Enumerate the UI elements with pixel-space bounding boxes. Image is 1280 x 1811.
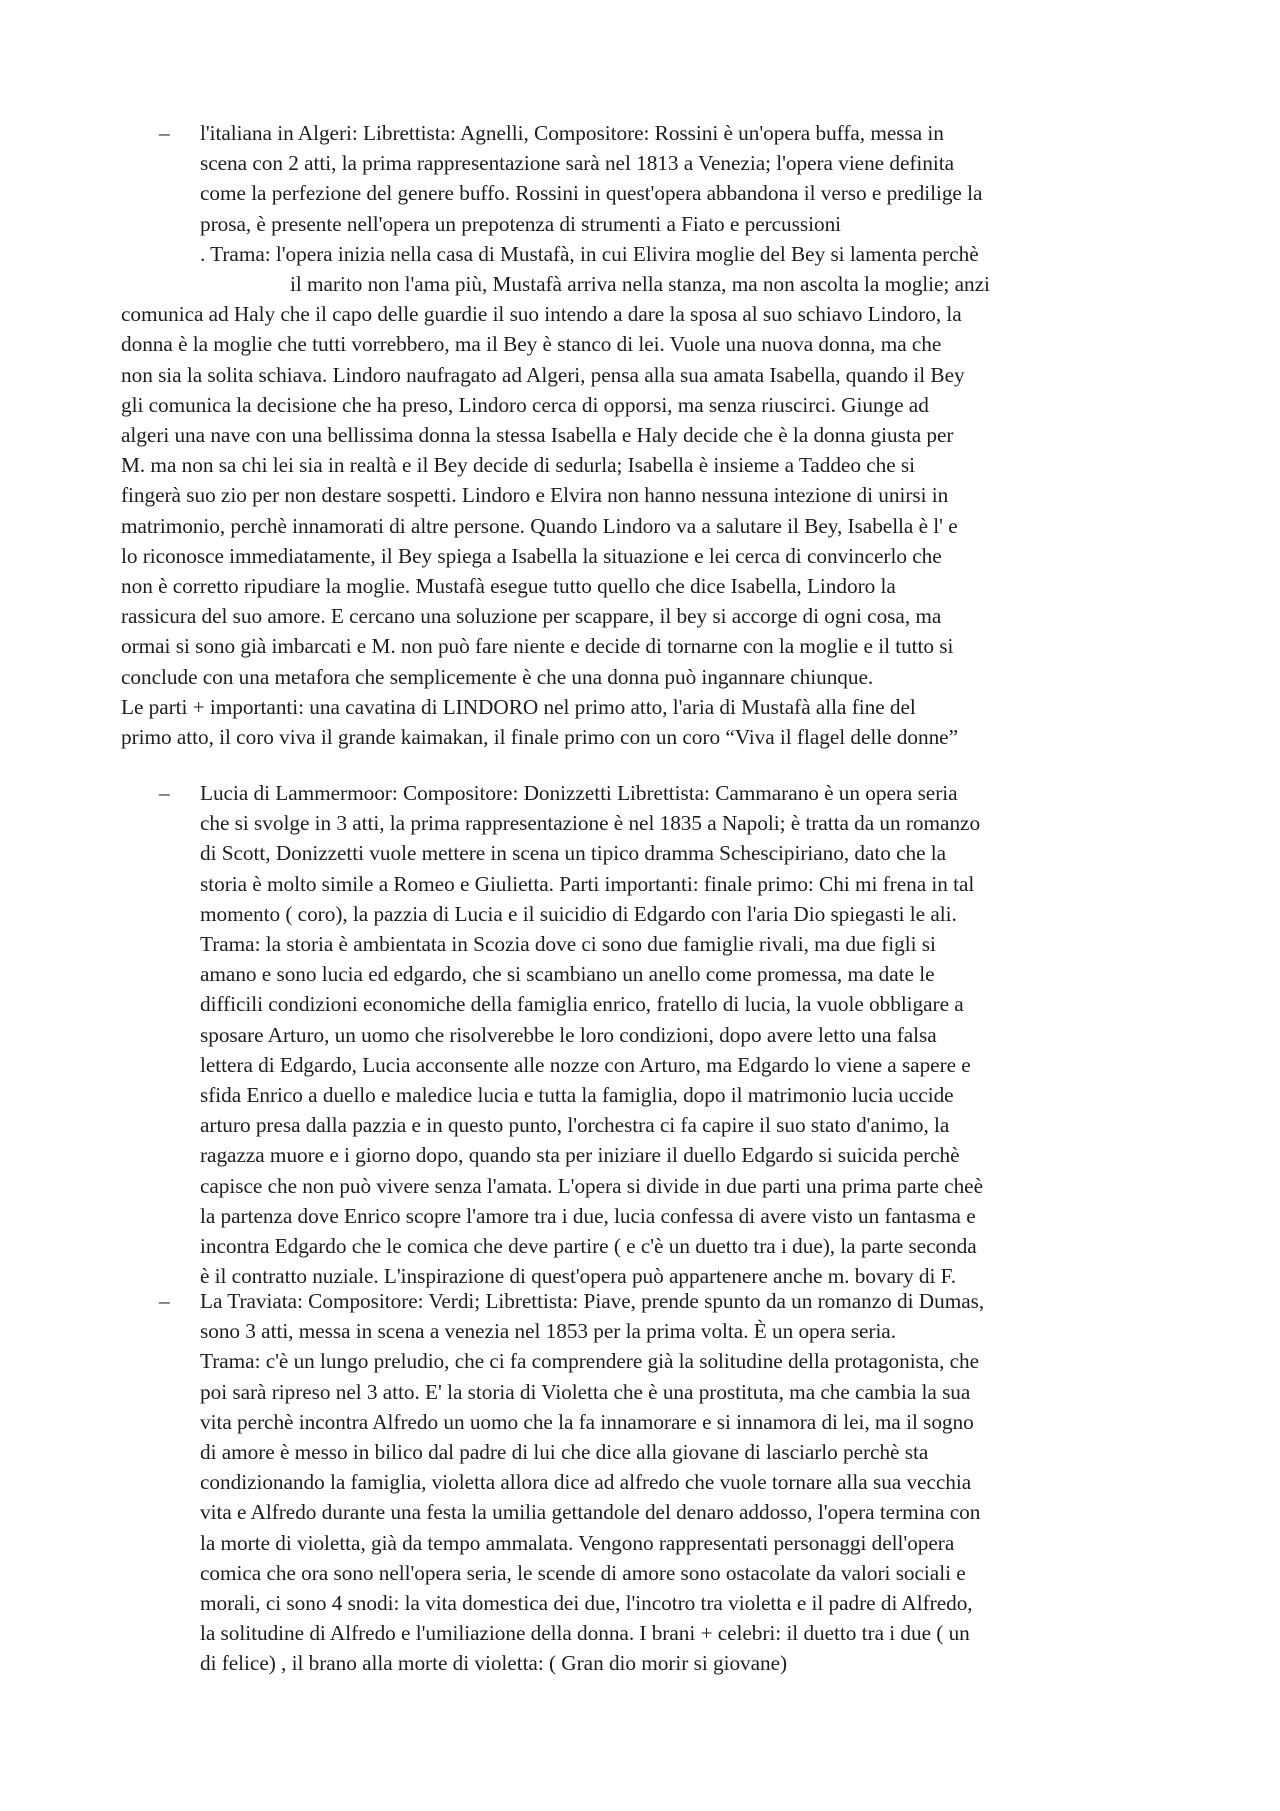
text-line: La Traviata: Compositore: Verdi; Librettista: Piave, prende spunto da un romanzo di Dumas, [200,1289,985,1313]
text-line: l'italiana in Algeri: Librettista: Agnelli, Compositore: Rossini è un'opera buffa, messa in [200,121,944,145]
text-line: Trama: c'è un lungo preludio, che ci fa comprendere già la solitudine della protagonista, che [200,1349,980,1374]
text-line: comica che ora sono nell'opera seria, le scende di amore sono ostacolate da valori sociali e [200,1560,966,1585]
text-line: algeri una nave con una bellissima donna la stessa Isabella e Haly decide che è la donna giusta per [121,423,954,448]
text-line: momento ( coro), la pazzia di Lucia e il suicidio di Edgardo con l'aria Dio spiegasti le ali. [200,901,957,926]
text-line: storia è molto simile a Romeo e Giulietta. Parti importanti: finale primo: Chi mi frena in tal [200,871,975,896]
text-line: rassicura del suo amore. E cercano una soluzione per scappare, il bey si accorge di ogni cosa, ma [121,604,942,629]
text-line: condizionando la famiglia, violetta allora dice ad alfredo che vuole tornare alla sua vecchia [200,1470,972,1495]
text-line: incontra Edgardo che le comica che deve partire ( e c'è un duetto tra i due), la parte seconda [200,1234,977,1259]
text-line: sposare Arturo, un uomo che risolverebbe le loro condizioni, dopo avere letto una falsa [200,1022,937,1047]
text-line: di felice) , il brano alla morte di violetta: ( Gran dio morir si giovane) [200,1651,788,1676]
text-line: primo atto, il coro viva il grande kaimakan, il finale primo con un coro “Viva il flagel delle donne” [121,725,958,750]
text-line: poi sarà ripreso nel 3 atto. E' la storia di Violetta che è una prostituta, ma che cambia la sua [200,1379,971,1404]
text-line: Lucia di Lammermoor: Compositore: Donizzetti Librettista: Cammarano è un opera seria [200,781,958,805]
text-line: scena con 2 atti, la prima rappresentazione sarà nel 1813 a Venezia; l'opera viene definita [200,151,955,176]
text-line: . Trama: l'opera inizia nella casa di Mustafà, in cui Elivira moglie del Bey si lamenta perchè [200,241,979,266]
text-line: il marito non l'ama più, Mustafà arriva nella stanza, ma non ascolta la moglie; anzi [290,272,990,297]
text-line: la morte di violetta, già da tempo ammalata. Vengono rappresentati personaggi dell'opera [200,1530,955,1555]
text-line: sono 3 atti, messa in scena a venezia nel 1853 per la prima volta. È un opera seria. [200,1319,896,1344]
text-line: non è corretto ripudiare la moglie. Mustafà esegue tutto quello che dice Isabella, Lindoro la [121,574,896,599]
text-line: ormai si sono già imbarcati e M. non può fare niente e decide di tornarne con la moglie e il tutto si [121,634,954,659]
text-line: matrimonio, perchè innamorati di altre persone. Quando Lindoro va a salutare il Bey, Isabella è l' e [121,513,958,538]
list-item-italiana-in-algeri [121,118,1160,752]
text-line: la solitudine di Alfredo e l'umiliazione della donna. I brani + celebri: il duetto tra i due ( un [200,1621,970,1646]
text-line: sfida Enrico a duello e maledice lucia e tutta la famiglia, dopo il matrimonio lucia uccide [200,1083,954,1108]
text-line: amano e sono lucia ed edgardo, che si scambiano un anello come promessa, ma date le [200,962,935,987]
text-line: non sia la solita schiava. Lindoro naufragato ad Algeri, pensa alla sua amata Isabella, quando il Bey [121,362,965,387]
list-item-la-traviata [159,1286,1160,1679]
bullet-dash: – [159,781,170,805]
bullet-dash: – [159,1289,170,1313]
text-line: difficili condizioni economiche della famiglia enrico, fratello di lucia, la vuole obbligare a [200,992,964,1017]
text-line: è il contratto nuziale. L'inspirazione di quest'opera può appartenere anche m. bovary di F. [200,1264,957,1289]
text-line: arturo presa dalla pazzia e in questo punto, l'orchestra ci fa capire il suo stato d'animo, la [200,1113,950,1138]
text-line: vita e Alfredo durante una festa la umilia gettandole del denaro addosso, l'opera termina con [200,1500,981,1525]
text-line: Le parti + importanti: una cavatina di LINDORO nel primo atto, l'aria di Mustafà alla fine del [121,694,916,719]
text-line: di Scott, Donizzetti vuole mettere in scena un tipico dramma Schescipiriano, dato che la [200,841,947,866]
text-line: donna è la moglie che tutti vorrebbero, ma il Bey è stanco di lei. Vuole una nuova donna, ma che [121,332,942,357]
text-line: Trama: la storia è ambientata in Scozia dove ci sono due famiglie rivali, ma due figli si [200,932,936,957]
text-line: di amore è messo in bilico dal padre di lui che dice alla giovane di lasciarlo perchè sta [200,1440,929,1465]
text-line: vita perchè incontra Alfredo un uomo che la fa innamorare e si innamora di lei, ma il sogno [200,1409,974,1434]
text-line: fingerà suo zio per non destare sospetti. Lindoro e Elvira non hanno nessuna intezione di unirsi in [121,483,949,508]
bullet-dash: – [159,121,170,145]
list-item-lucia-di-lammermoor [159,778,1160,1291]
text-line: la partenza dove Enrico scopre l'amore tra i due, lucia confessa di avere visto un fantasma e [200,1203,976,1228]
text-line: morali, ci sono 4 snodi: la vita domestica dei due, l'incotro tra violetta e il padre di Alfredo, [200,1591,973,1616]
text-line: lettera di Edgardo, Lucia acconsente alle nozze con Arturo, ma Edgardo lo viene a sapere e [200,1052,971,1077]
text-line: capisce che non può vivere senza l'amata. L'opera si divide in due parti una prima parte cheè [200,1173,983,1198]
text-line: M. ma non sa chi lei sia in realtà e il Bey decide di sedurla; Isabella è insieme a Taddeo che si [121,453,915,478]
text-line: che si svolge in 3 atti, la prima rappresentazione è nel 1835 a Napoli; è tratta da un romanzo [200,811,981,836]
text-line: prosa, è presente nell'opera un prepotenza di strumenti a Fiato e percussioni [200,211,842,236]
text-line: gli comunica la decisione che ha preso, Lindoro cerca di opporsi, ma senza riuscirci. Giunge ad [121,392,929,417]
text-line: ragazza muore e i giorno dopo, quando sta per iniziare il duello Edgardo si suicida perchè [200,1143,960,1168]
text-line: come la perfezione del genere buffo. Rossini in quest'opera abbandona il verso e predilige la [200,181,983,206]
text-line: comunica ad Haly che il capo delle guardie il suo intendo a dare la sposa al suo schiavo Lindoro, la [121,302,962,327]
text-line: conclude con una metafora che semplicemente è che una donna può ingannare chiunque. [121,664,874,689]
text-line: lo riconosce immediatamente, il Bey spiega a Isabella la situazione e lei cerca di convincerlo che [121,543,942,568]
